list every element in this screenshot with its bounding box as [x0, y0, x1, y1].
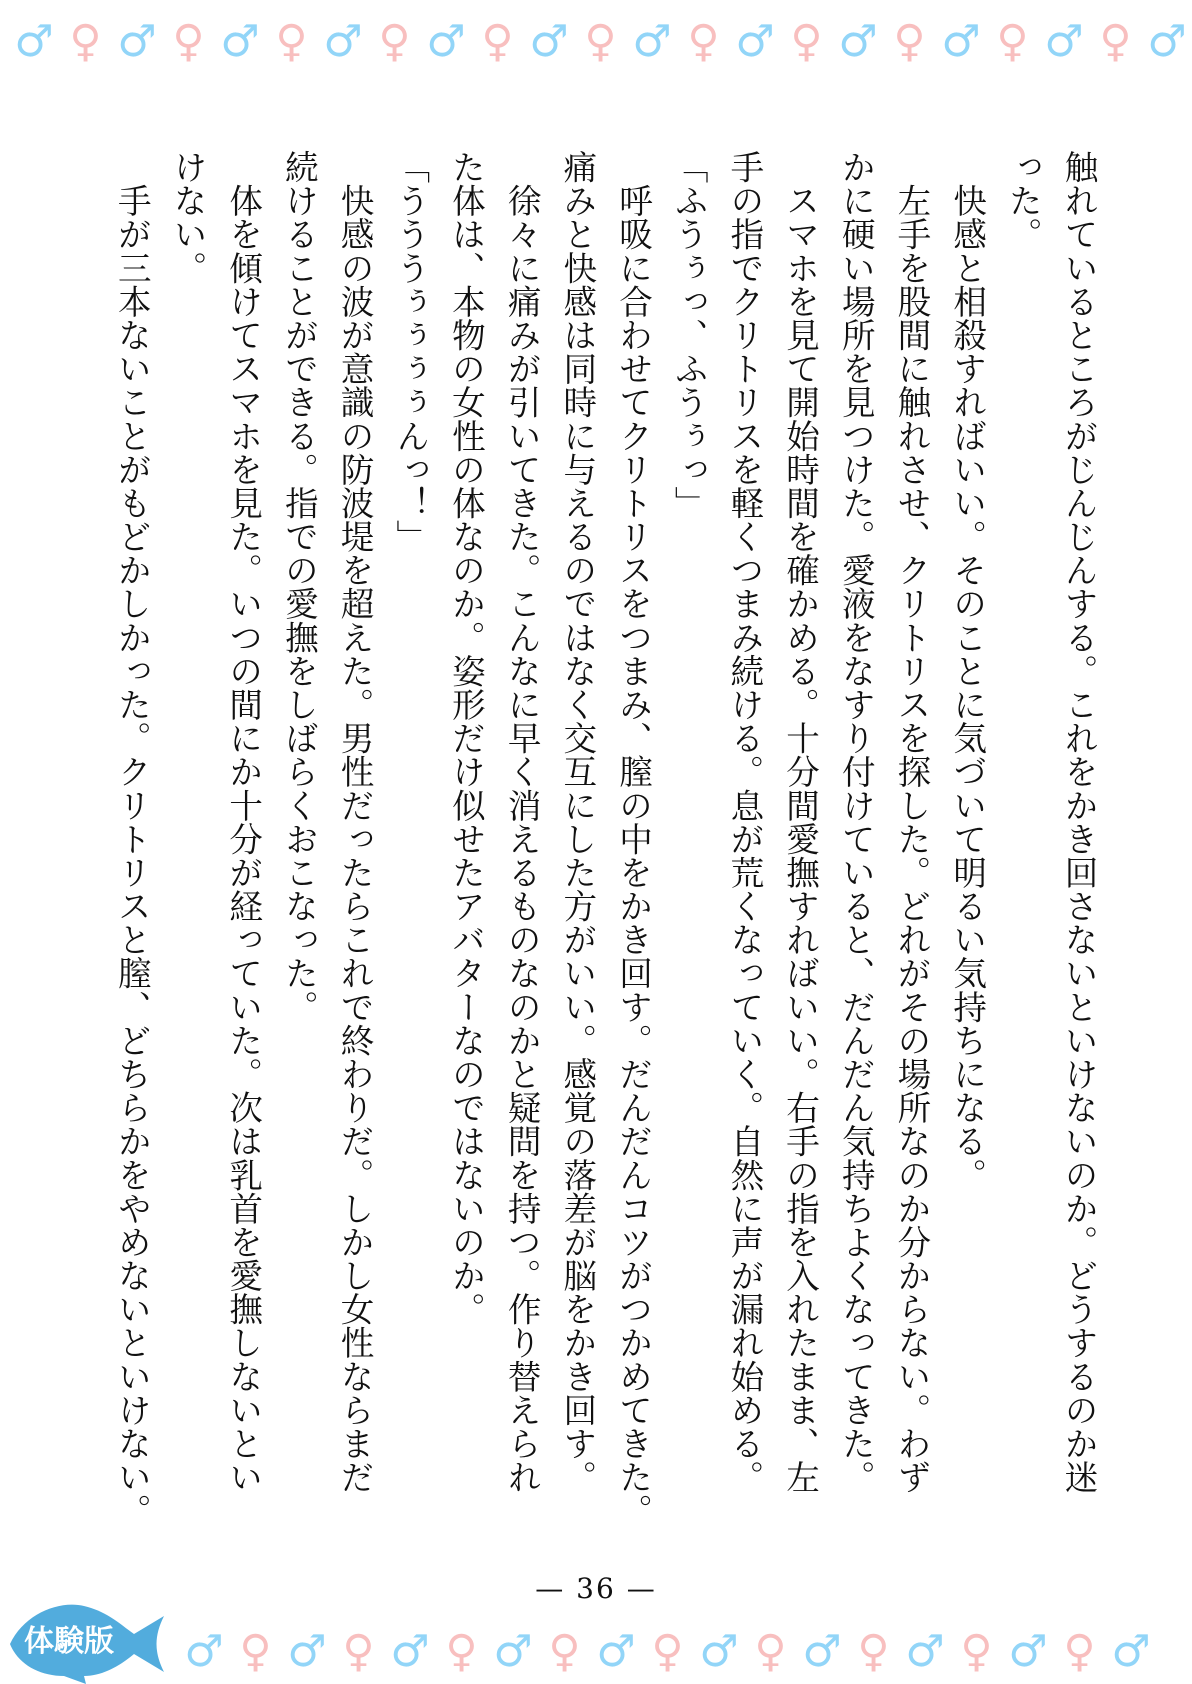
female-symbol-icon: ♀: [378, 16, 411, 67]
male-symbol-icon: ♂: [802, 1626, 842, 1677]
male-symbol-icon: ♂: [426, 16, 466, 67]
male-symbol-icon: ♂: [735, 16, 775, 67]
text-column: た体は、本物の女性の体なのか。姿形だけ似せたアバターなのではないのか。: [446, 150, 486, 1326]
male-symbol-icon: ♂: [1147, 16, 1187, 67]
male-symbol-icon: ♂: [1008, 1626, 1048, 1677]
bottom-border: [0, 1622, 1192, 1682]
text-column: 痛みと快感は同時に与えるのではなく交互にした方がいい。感覚の落差が脳をかき回す。: [557, 150, 597, 1494]
male-symbol-icon: ♂: [1044, 16, 1084, 67]
male-symbol-icon: ♂: [529, 16, 569, 67]
text-column: 「ふうぅっ、ふうぅっ」: [669, 150, 709, 520]
female-symbol-icon: ♀: [481, 16, 514, 67]
male-symbol-icon: ♂: [632, 16, 672, 67]
body-text: [104, 150, 1106, 1528]
text-column: 手が三本ないことがもどかしかった。クリトリスと膣、どちらかをやめないといけない。: [112, 150, 152, 1528]
male-symbol-icon: ♂: [287, 1626, 327, 1677]
text-column: 体を傾けてスマホを見た。いつの間にか十分が経っていた。次は乳首を愛撫しないとい: [223, 150, 263, 1494]
text-column: 触れているところがじんじんする。これをかき回さないといけないのか。どうするのか迷: [1059, 150, 1098, 1494]
female-symbol-icon: ♀: [342, 1626, 375, 1677]
female-symbol-icon: ♀: [857, 1626, 890, 1677]
female-symbol-icon: ♀: [239, 1626, 272, 1677]
female-symbol-icon: ♀: [172, 16, 205, 67]
female-symbol-icon: ♀: [687, 16, 720, 67]
text-column: 手の指でクリトリスを軽くつまみ続ける。息が荒くなっていく。自然に声が漏れ始める。: [724, 150, 764, 1494]
male-symbol-icon: ♂: [390, 1626, 430, 1677]
text-column: けない。: [168, 150, 207, 285]
text-column: 徐々に痛みが引いてきた。こんなに早く消えるものなのかと疑問を持つ。作り替えられ: [502, 150, 542, 1494]
text-column: 快感と相殺すればいい。そのことに気づいて明るい気持ちになる。: [947, 150, 987, 1192]
female-symbol-icon: ♀: [996, 16, 1029, 67]
trial-version-badge: 体験版: [24, 1624, 114, 1659]
text-column: った。: [1003, 150, 1043, 251]
female-symbol-icon: ♀: [548, 1626, 581, 1677]
female-symbol-icon: ♀: [275, 16, 308, 67]
page-number: — 36 —: [535, 1572, 657, 1605]
female-symbol-icon: ♀: [69, 16, 102, 67]
male-symbol-icon: ♂: [699, 1626, 739, 1677]
male-symbol-icon: ♂: [905, 1626, 945, 1677]
male-symbol-icon: ♂: [323, 16, 363, 67]
male-symbol-icon: ♂: [117, 16, 157, 67]
female-symbol-icon: ♀: [790, 16, 823, 67]
male-symbol-icon: ♂: [838, 16, 878, 67]
female-symbol-icon: ♀: [651, 1626, 684, 1677]
text-column: 呼吸に合わせてクリトリスをつまみ、膣の中をかき回す。だんだんコツがつかめてきた。: [613, 150, 653, 1528]
text-column: かに硬い場所を見つけた。愛液をなすり付けていると、だんだん気持ちよくなってきた。: [836, 150, 876, 1494]
female-symbol-icon: ♀: [1063, 1626, 1096, 1677]
male-symbol-icon: ♂: [941, 16, 981, 67]
male-symbol-icon: ♂: [493, 1626, 533, 1677]
male-symbol-icon: ♂: [14, 16, 54, 67]
male-symbol-icon: ♂: [1111, 1626, 1151, 1677]
top-border: [0, 12, 1192, 72]
female-symbol-icon: ♀: [1099, 16, 1132, 67]
text-column: 「うううぅぅぅぅんっ！」: [390, 150, 430, 554]
text-column: 左手を股間に触れさせ、クリトリスを探した。どれがその場所なのか分からない。わず: [891, 150, 931, 1494]
female-symbol-icon: ♀: [960, 1626, 993, 1677]
male-symbol-icon: ♂: [184, 1626, 224, 1677]
female-symbol-icon: ♀: [754, 1626, 787, 1677]
female-symbol-icon: ♀: [445, 1626, 478, 1677]
male-symbol-icon: ♂: [220, 16, 260, 67]
text-column: スマホを見て開始時間を確かめる。十分間愛撫すればいい。右手の指を入れたまま、左: [780, 150, 820, 1494]
text-column: 続けることができる。指での愛撫をしばらくおこなった。: [279, 150, 319, 1024]
female-symbol-icon: ♀: [893, 16, 926, 67]
text-column: 快感の波が意識の防波堤を超えた。男性だったらこれで終わりだ。しかし女性ならまだ: [335, 150, 375, 1494]
female-symbol-icon: ♀: [584, 16, 617, 67]
male-symbol-icon: ♂: [596, 1626, 636, 1677]
